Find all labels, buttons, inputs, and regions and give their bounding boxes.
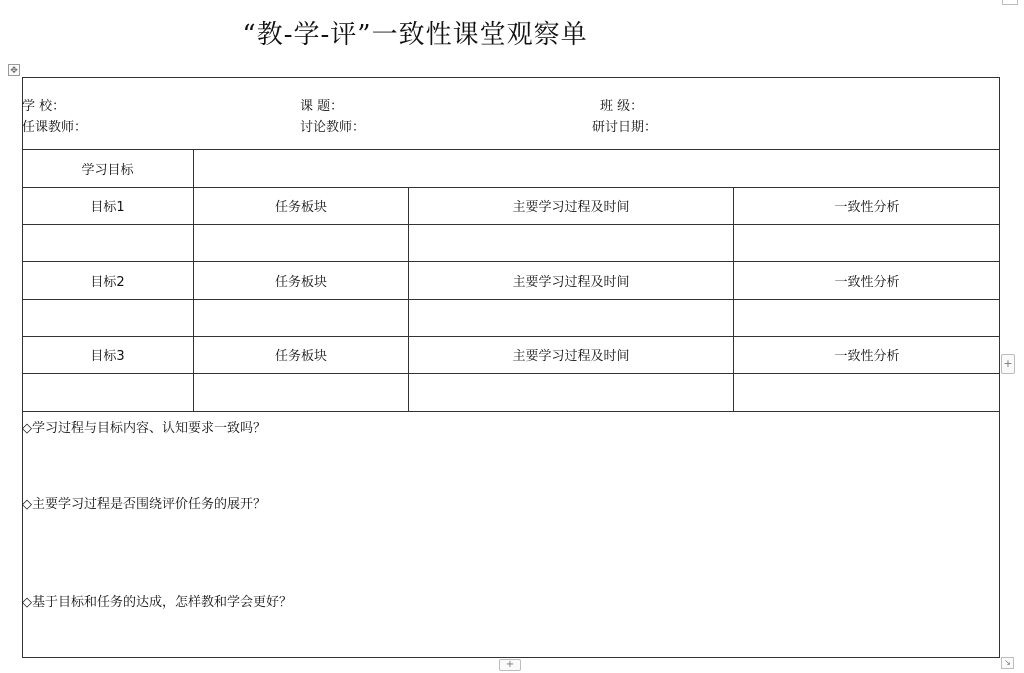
table-resize-handle[interactable] (1001, 657, 1014, 669)
page-corner-mark (1002, 0, 1018, 5)
move-arrows-icon: ✥ (10, 66, 18, 76)
discussion-date-label: 研讨日期： (592, 120, 658, 135)
analysis-header: 一致性分析 (834, 274, 900, 290)
goal-label: 目标1 (90, 200, 125, 215)
process-header: 主要学习过程及时间 (512, 349, 630, 364)
add-column-button[interactable] (1001, 354, 1015, 374)
divider (22, 411, 1000, 412)
task-header: 任务板块 (274, 349, 327, 364)
goal-input[interactable] (22, 373, 193, 411)
learning-goals-input[interactable] (194, 149, 1000, 187)
goal-input[interactable] (22, 299, 193, 336)
resize-diagonal-icon: ↘ (1004, 658, 1011, 667)
process-header: 主要学习过程及时间 (512, 200, 630, 215)
question-improvement: ◇基于目标和任务的达成，怎样教和学会更好？ (22, 595, 292, 610)
school-label: 学 校： (22, 99, 66, 114)
analysis-input[interactable] (734, 299, 1000, 336)
add-row-button[interactable] (499, 659, 521, 671)
topic-label: 课 题： (300, 99, 344, 114)
discussion-teacher-label: 讨论教师： (300, 120, 366, 135)
class-label: 班 级： (600, 99, 644, 114)
question-evaluation-task: ◇主要学习过程是否围绕评价任务的展开？ (22, 497, 266, 512)
plus-icon: + (505, 659, 515, 670)
page-title: “教-学-评”一致性课堂观察单 (242, 20, 588, 50)
question-consistency: ◇学习过程与目标内容、认知要求一致吗？ (22, 421, 266, 436)
analysis-input[interactable] (734, 373, 1000, 411)
process-input[interactable] (409, 373, 733, 411)
observation-table (22, 77, 1000, 658)
analysis-input[interactable] (734, 224, 1000, 261)
table-move-handle[interactable] (8, 64, 20, 76)
goal-label: 目标2 (90, 274, 125, 290)
process-header: 主要学习过程及时间 (512, 274, 630, 290)
task-input[interactable] (194, 224, 408, 261)
process-input[interactable] (409, 224, 733, 261)
process-input[interactable] (409, 299, 733, 336)
goal-label: 目标3 (90, 349, 125, 364)
analysis-header: 一致性分析 (834, 200, 900, 215)
task-header: 任务板块 (274, 274, 327, 290)
analysis-header: 一致性分析 (834, 349, 900, 364)
task-input[interactable] (194, 373, 408, 411)
goal-input[interactable] (22, 224, 193, 261)
task-input[interactable] (194, 299, 408, 336)
plus-icon: + (1003, 357, 1013, 370)
task-header: 任务板块 (274, 200, 327, 215)
learning-goals-label: 学习目标 (81, 162, 134, 178)
teacher-label: 任课教师： (22, 120, 88, 135)
